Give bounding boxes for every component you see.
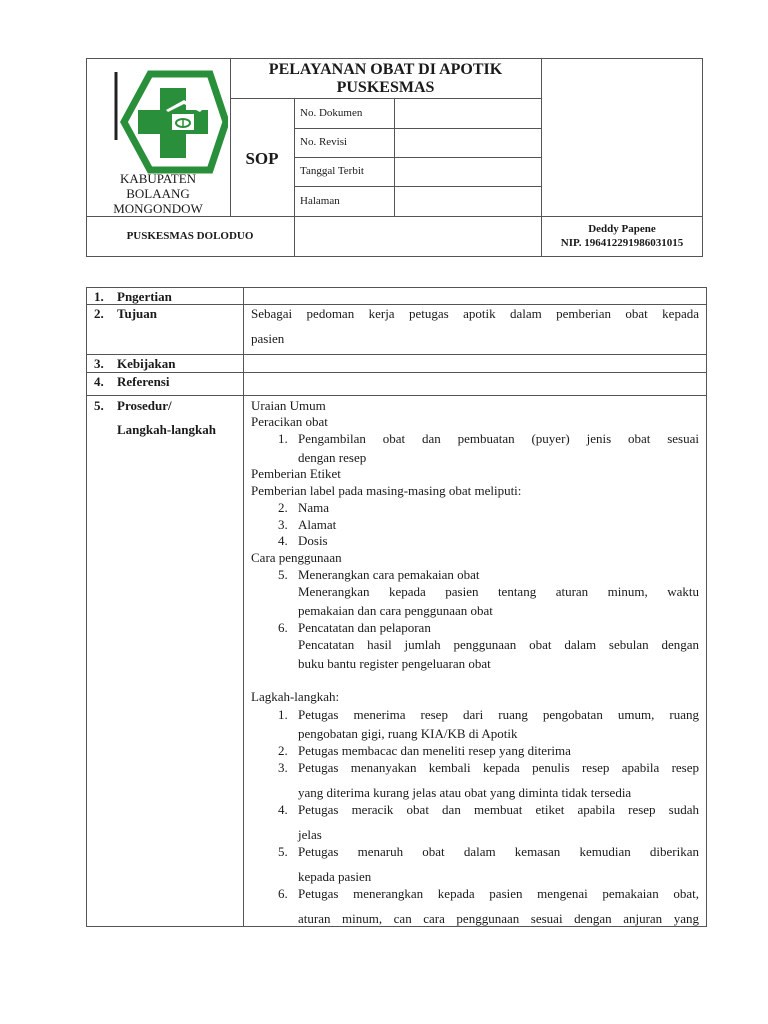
content-divider (86, 395, 707, 396)
header-divider (230, 98, 541, 99)
list-item-text: Petugas menanyakan kembali kepada penulis resep apabila resep (298, 760, 699, 775)
list-item-text: Pengambilan obat dan pembuatan (puyer) jenis obat sesuai (298, 431, 699, 446)
list-number: 3. (278, 517, 288, 532)
list-item-text: Menerangkan kepada pasien tentang aturan minum, waktu (298, 584, 699, 599)
list-item-text: Menerangkan cara pemakaian obat (298, 567, 480, 582)
langkah-heading: Lagkah-langkah: (251, 689, 340, 704)
list-number: 4. (278, 802, 288, 817)
puskesmas-logo-icon (112, 70, 228, 176)
list-item-text: Petugas menaruh obat dalam kemasan kemudian diberikan (298, 844, 699, 859)
list-item-text: buku bantu register pengeluaran obat (298, 656, 491, 671)
content-divider (86, 304, 707, 305)
field-tanggal-terbit: Tanggal Terbit (300, 165, 364, 177)
section-4-label: Referensi (117, 374, 170, 389)
list-item-text: dengan resep (298, 450, 367, 465)
list-number: 3. (278, 760, 288, 775)
field-no-revisi: No. Revisi (300, 136, 348, 148)
list-item-text: jelas (298, 827, 322, 842)
signer-nip: NIP. 196412291986031015 (560, 237, 684, 249)
signer-name: Deddy Papene (588, 223, 656, 235)
list-item-text: Pencatatan dan pelaporan (298, 620, 431, 635)
section-5-number: 5. (94, 398, 104, 413)
list-number: 6. (278, 886, 288, 901)
list-item-text: Nama (298, 500, 330, 515)
document-title-line-2: PUSKESMAS (336, 79, 435, 96)
field-halaman: Halaman (300, 195, 340, 207)
list-number: 2. (278, 500, 288, 515)
content-divider (86, 372, 707, 373)
uraian-heading: Uraian Umum (251, 398, 326, 413)
sop-label: SOP (245, 149, 279, 168)
list-item-text: yang diterima kurang jelas atau obat yang diminta tidak tersedia (298, 785, 632, 800)
list-item-text: pemakaian dan cara penggunaan obat (298, 603, 493, 618)
section-1-label: Pngertian (117, 289, 172, 304)
header-divider (294, 98, 295, 257)
list-item-text: aturan minum, can cara penggunaan sesuai dengan anjuran yang (298, 911, 699, 926)
section-3-number: 3. (94, 356, 104, 371)
header-divider (86, 216, 703, 217)
list-number: 1. (278, 431, 288, 446)
header-divider (294, 157, 541, 158)
list-number: 4. (278, 533, 288, 548)
list-item-text: Petugas meracik obat dan membuat etiket apabila resep sudah (298, 802, 699, 817)
list-item-text: Petugas menerima resep dari ruang pengobatan umum, ruang (298, 707, 699, 722)
section-3-label: Kebijakan (117, 356, 176, 371)
list-number: 1. (278, 707, 288, 722)
content-table-bottom (86, 926, 707, 927)
list-item-text: kepada pasien (298, 869, 372, 884)
list-item-text: Dosis (298, 533, 328, 548)
field-no-dokumen: No. Dokumen (300, 107, 363, 119)
cara-heading: Cara penggunaan (251, 550, 342, 565)
section-1-number: 1. (94, 289, 104, 304)
section-5-label-2: Langkah-langkah (117, 422, 216, 437)
org-line-1: KABUPATEN (119, 171, 197, 186)
document-title-line-1: PELAYANAN OBAT DI APOTIK (268, 61, 503, 78)
list-item-text: Alamat (298, 517, 337, 532)
puskesmas-name: PUSKESMAS DOLODUO (126, 230, 254, 242)
list-number: 2. (278, 743, 288, 758)
content-divider (86, 354, 707, 355)
list-item-text: Petugas membacac dan meneliti resep yang diterima (298, 743, 571, 758)
header-divider (294, 128, 541, 129)
etiket-description: Pemberian label pada masing-masing obat meliputi: (251, 483, 522, 498)
content-divider (243, 287, 244, 927)
list-number: 5. (278, 567, 288, 582)
list-item-text: Pencatatan hasil jumlah penggunaan obat dalam sebulan dengan (298, 637, 699, 652)
list-number: 5. (278, 844, 288, 859)
section-5-label: Prosedur/ (117, 398, 172, 413)
section-2-label: Tujuan (117, 306, 157, 321)
list-item-text: Petugas menerangkan kepada pasien mengenai pemakaian obat, (298, 886, 699, 901)
tujuan-text-line-2: pasien (251, 331, 285, 346)
etiket-heading: Pemberian Etiket (251, 466, 341, 481)
org-line-2: BOLAANG (126, 186, 190, 201)
org-line-3: MONGONDOW (113, 201, 203, 216)
tujuan-text-line-1: Sebagai pedoman kerja petugas apotik dalam pemberian obat kepada (251, 306, 699, 321)
list-number: 6. (278, 620, 288, 635)
section-2-number: 2. (94, 306, 104, 321)
section-4-number: 4. (94, 374, 104, 389)
header-divider (294, 186, 541, 187)
list-item-text: pengobatan gigi, ruang KIA/KB di Apotik (298, 726, 518, 741)
peracikan-heading: Peracikan obat (251, 414, 328, 429)
